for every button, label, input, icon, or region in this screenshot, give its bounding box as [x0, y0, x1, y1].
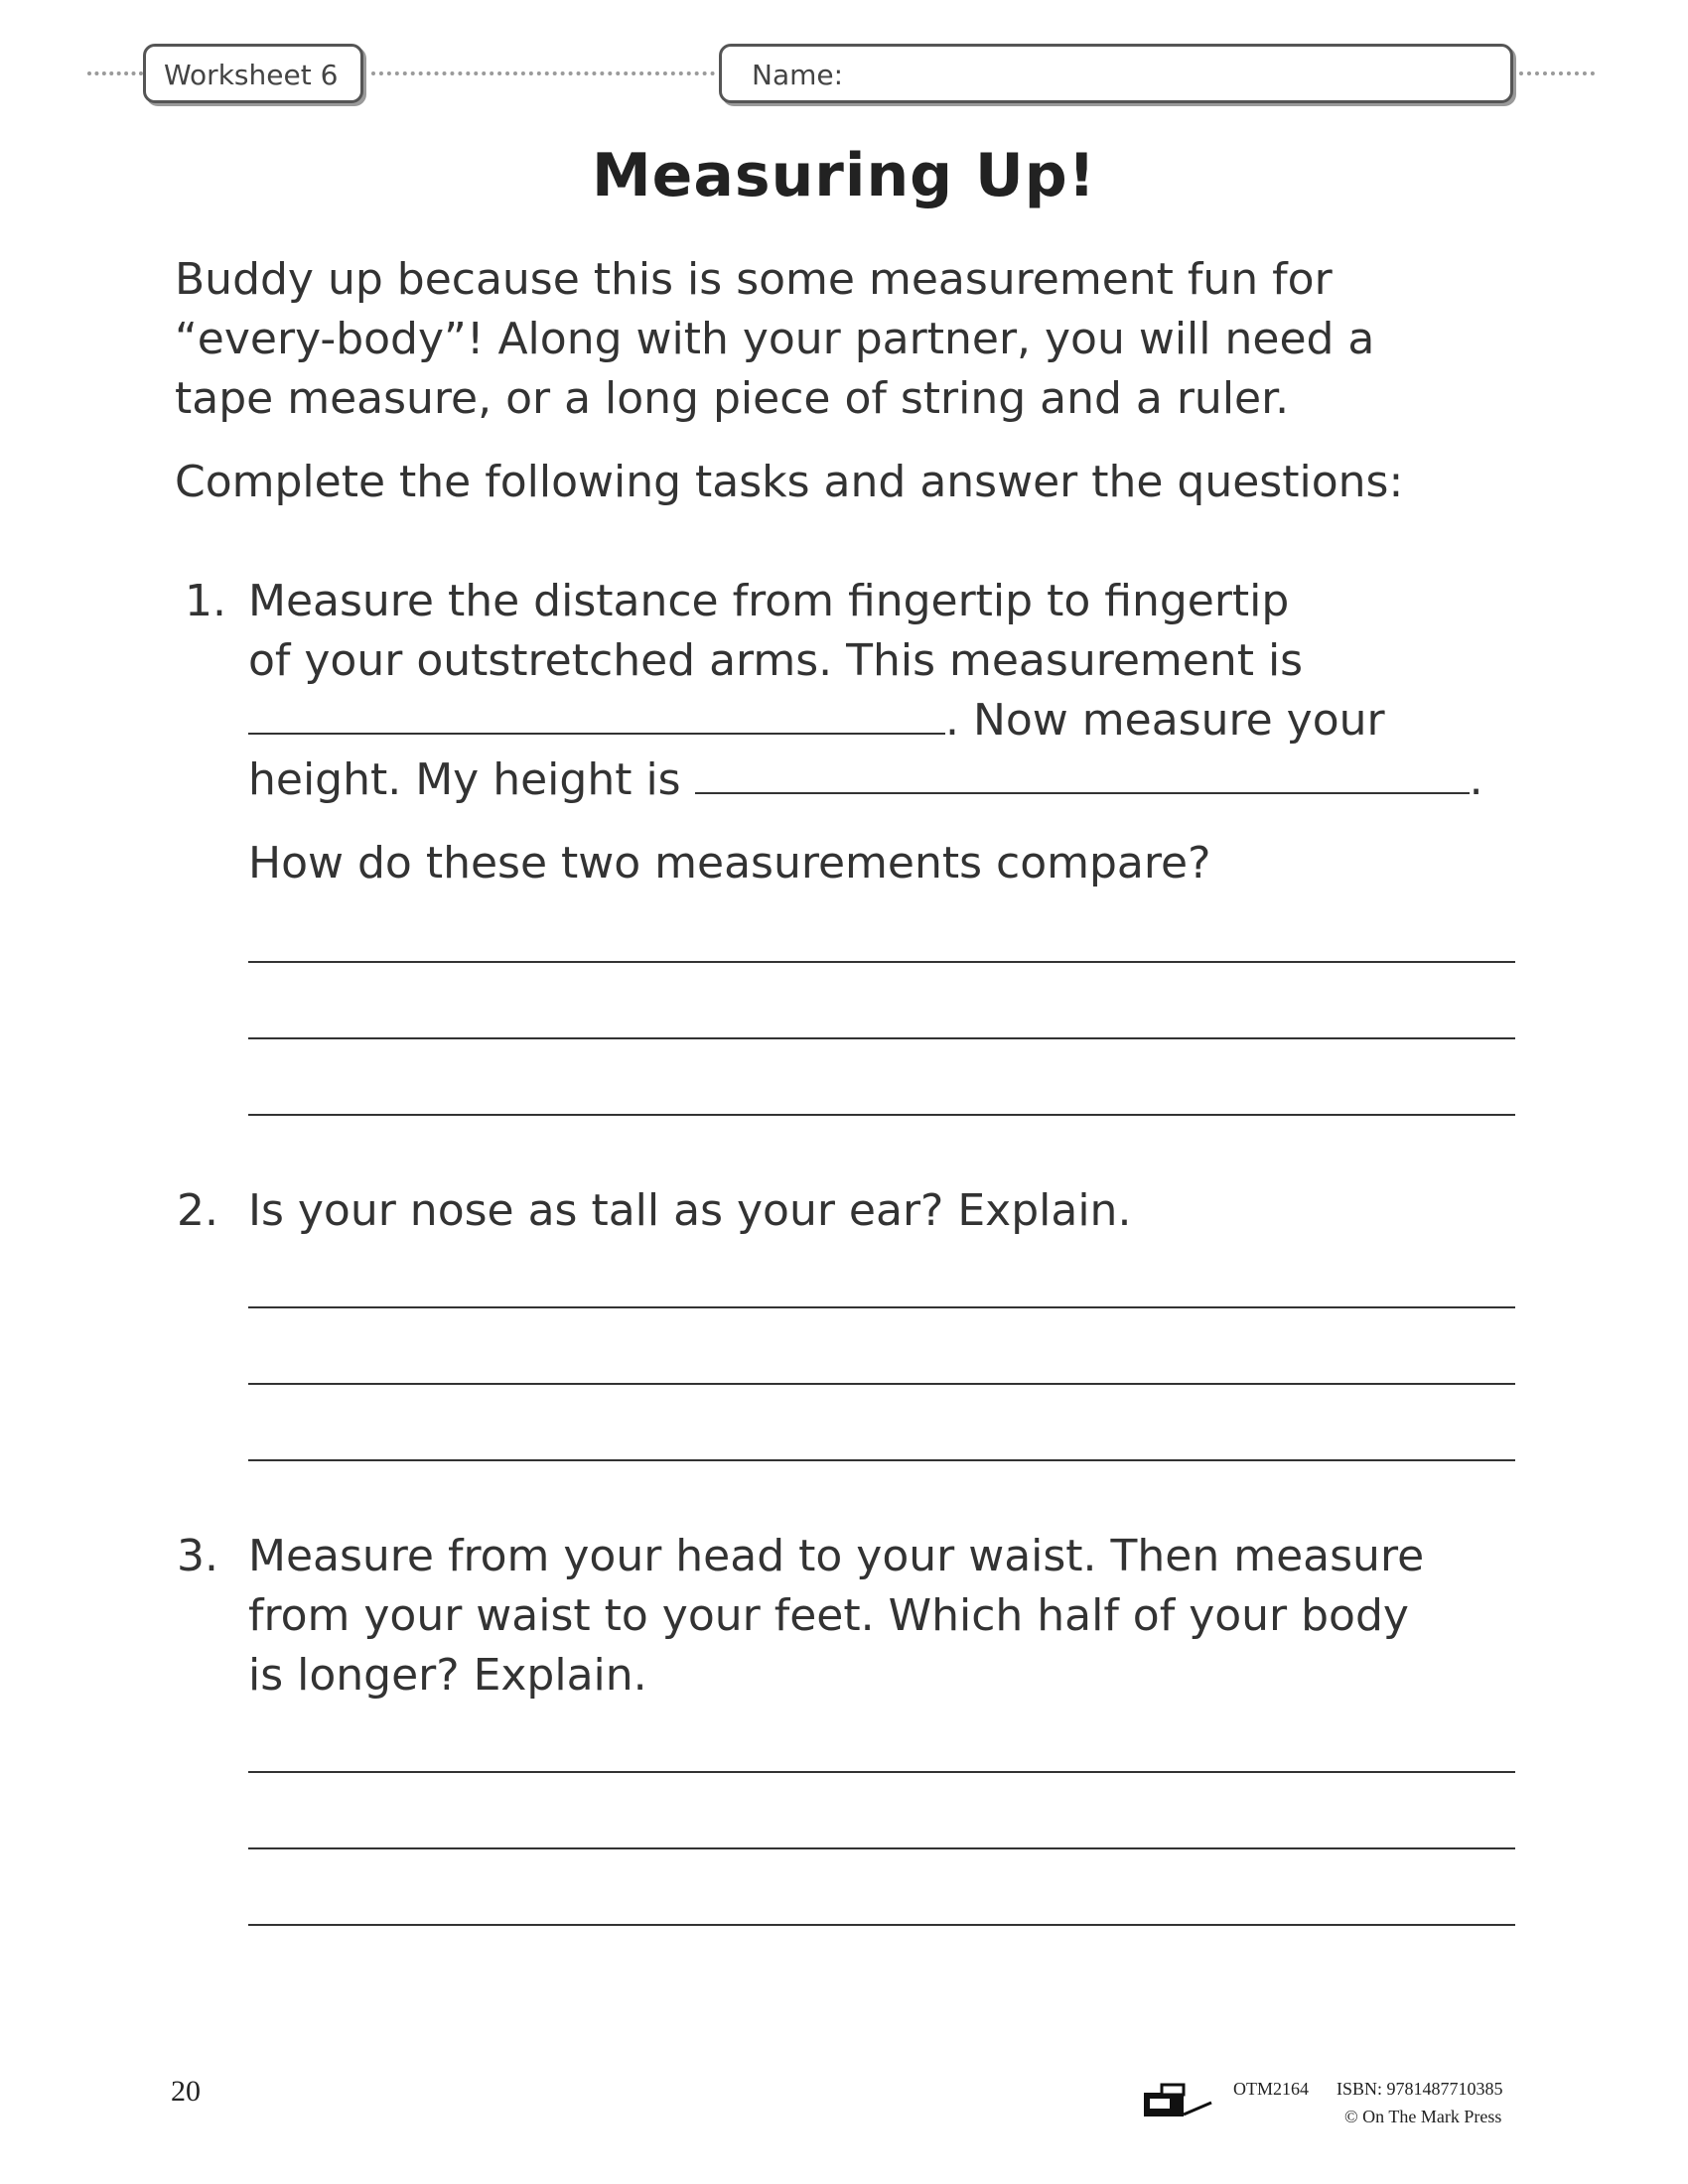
question-3-number: 3.	[177, 1531, 218, 1581]
question-2-answer-line-3[interactable]	[248, 1459, 1515, 1461]
page-title: Measuring Up!	[591, 141, 1097, 210]
question-1-answer-line-2[interactable]	[248, 1037, 1515, 1039]
question-2-number: 2.	[177, 1185, 218, 1236]
isbn-text: ISBN: 9781487710385	[1336, 2079, 1503, 2099]
question-1-line-1: Measure the distance from fingertip to fingertip	[248, 576, 1290, 626]
header-dotted-line-middle	[371, 71, 715, 75]
question-1-line-4	[248, 751, 1483, 810]
question-2-text: Is your nose as tall as your ear? Explain.	[248, 1185, 1132, 1236]
instruction-text: Complete the following tasks and answer the questions:	[175, 457, 1404, 507]
question-1-line-3-text: . Now measure your	[945, 695, 1385, 746]
question-3-answer-line-2[interactable]	[248, 1847, 1515, 1849]
intro-line-1: Buddy up because this is some measurement fun for	[175, 254, 1333, 305]
intro-line-3: tape measure, or a long piece of string and a ruler.	[175, 373, 1290, 424]
worksheet-label: Worksheet 6	[164, 59, 339, 91]
arm-span-answer-blank[interactable]	[248, 695, 945, 735]
copyright-text: © On The Mark Press	[1344, 2107, 1502, 2126]
page-number: 20	[171, 2075, 201, 2108]
question-3-line-3: is longer? Explain.	[248, 1650, 647, 1701]
question-3-answer-line-1[interactable]	[248, 1771, 1515, 1773]
name-label: Name:	[752, 59, 844, 91]
product-code: OTM2164	[1233, 2079, 1309, 2099]
height-answer-blank[interactable]	[695, 754, 1470, 794]
question-2-answer-line-1[interactable]	[248, 1306, 1515, 1308]
worksheet-label-box	[143, 44, 363, 103]
question-1-line-4-end: .	[1469, 754, 1483, 805]
question-1-prompt: How do these two measurements compare?	[248, 838, 1211, 888]
header-dotted-line-left	[87, 71, 143, 75]
question-1-answer-line-3[interactable]	[248, 1114, 1515, 1116]
question-1-line-4-text: height. My height is	[248, 754, 681, 805]
question-1-line-3	[248, 691, 1385, 751]
name-field[interactable]	[719, 44, 1513, 103]
intro-line-2: “every-body”! Along with your partner, you will need a	[175, 314, 1375, 364]
publisher-logo-icon	[1140, 2081, 1217, 2120]
question-1-line-2: of your outstretched arms. This measurement is	[248, 635, 1304, 686]
question-3-line-2: from your waist to your feet. Which half of your body	[248, 1590, 1409, 1641]
question-3-line-1: Measure from your head to your waist. Then measure	[248, 1531, 1425, 1581]
question-2-answer-line-2[interactable]	[248, 1383, 1515, 1385]
question-1-answer-line-1[interactable]	[248, 961, 1515, 963]
question-3-answer-line-3[interactable]	[248, 1924, 1515, 1926]
header-dotted-line-right	[1519, 71, 1595, 75]
question-1-number: 1.	[185, 576, 226, 626]
